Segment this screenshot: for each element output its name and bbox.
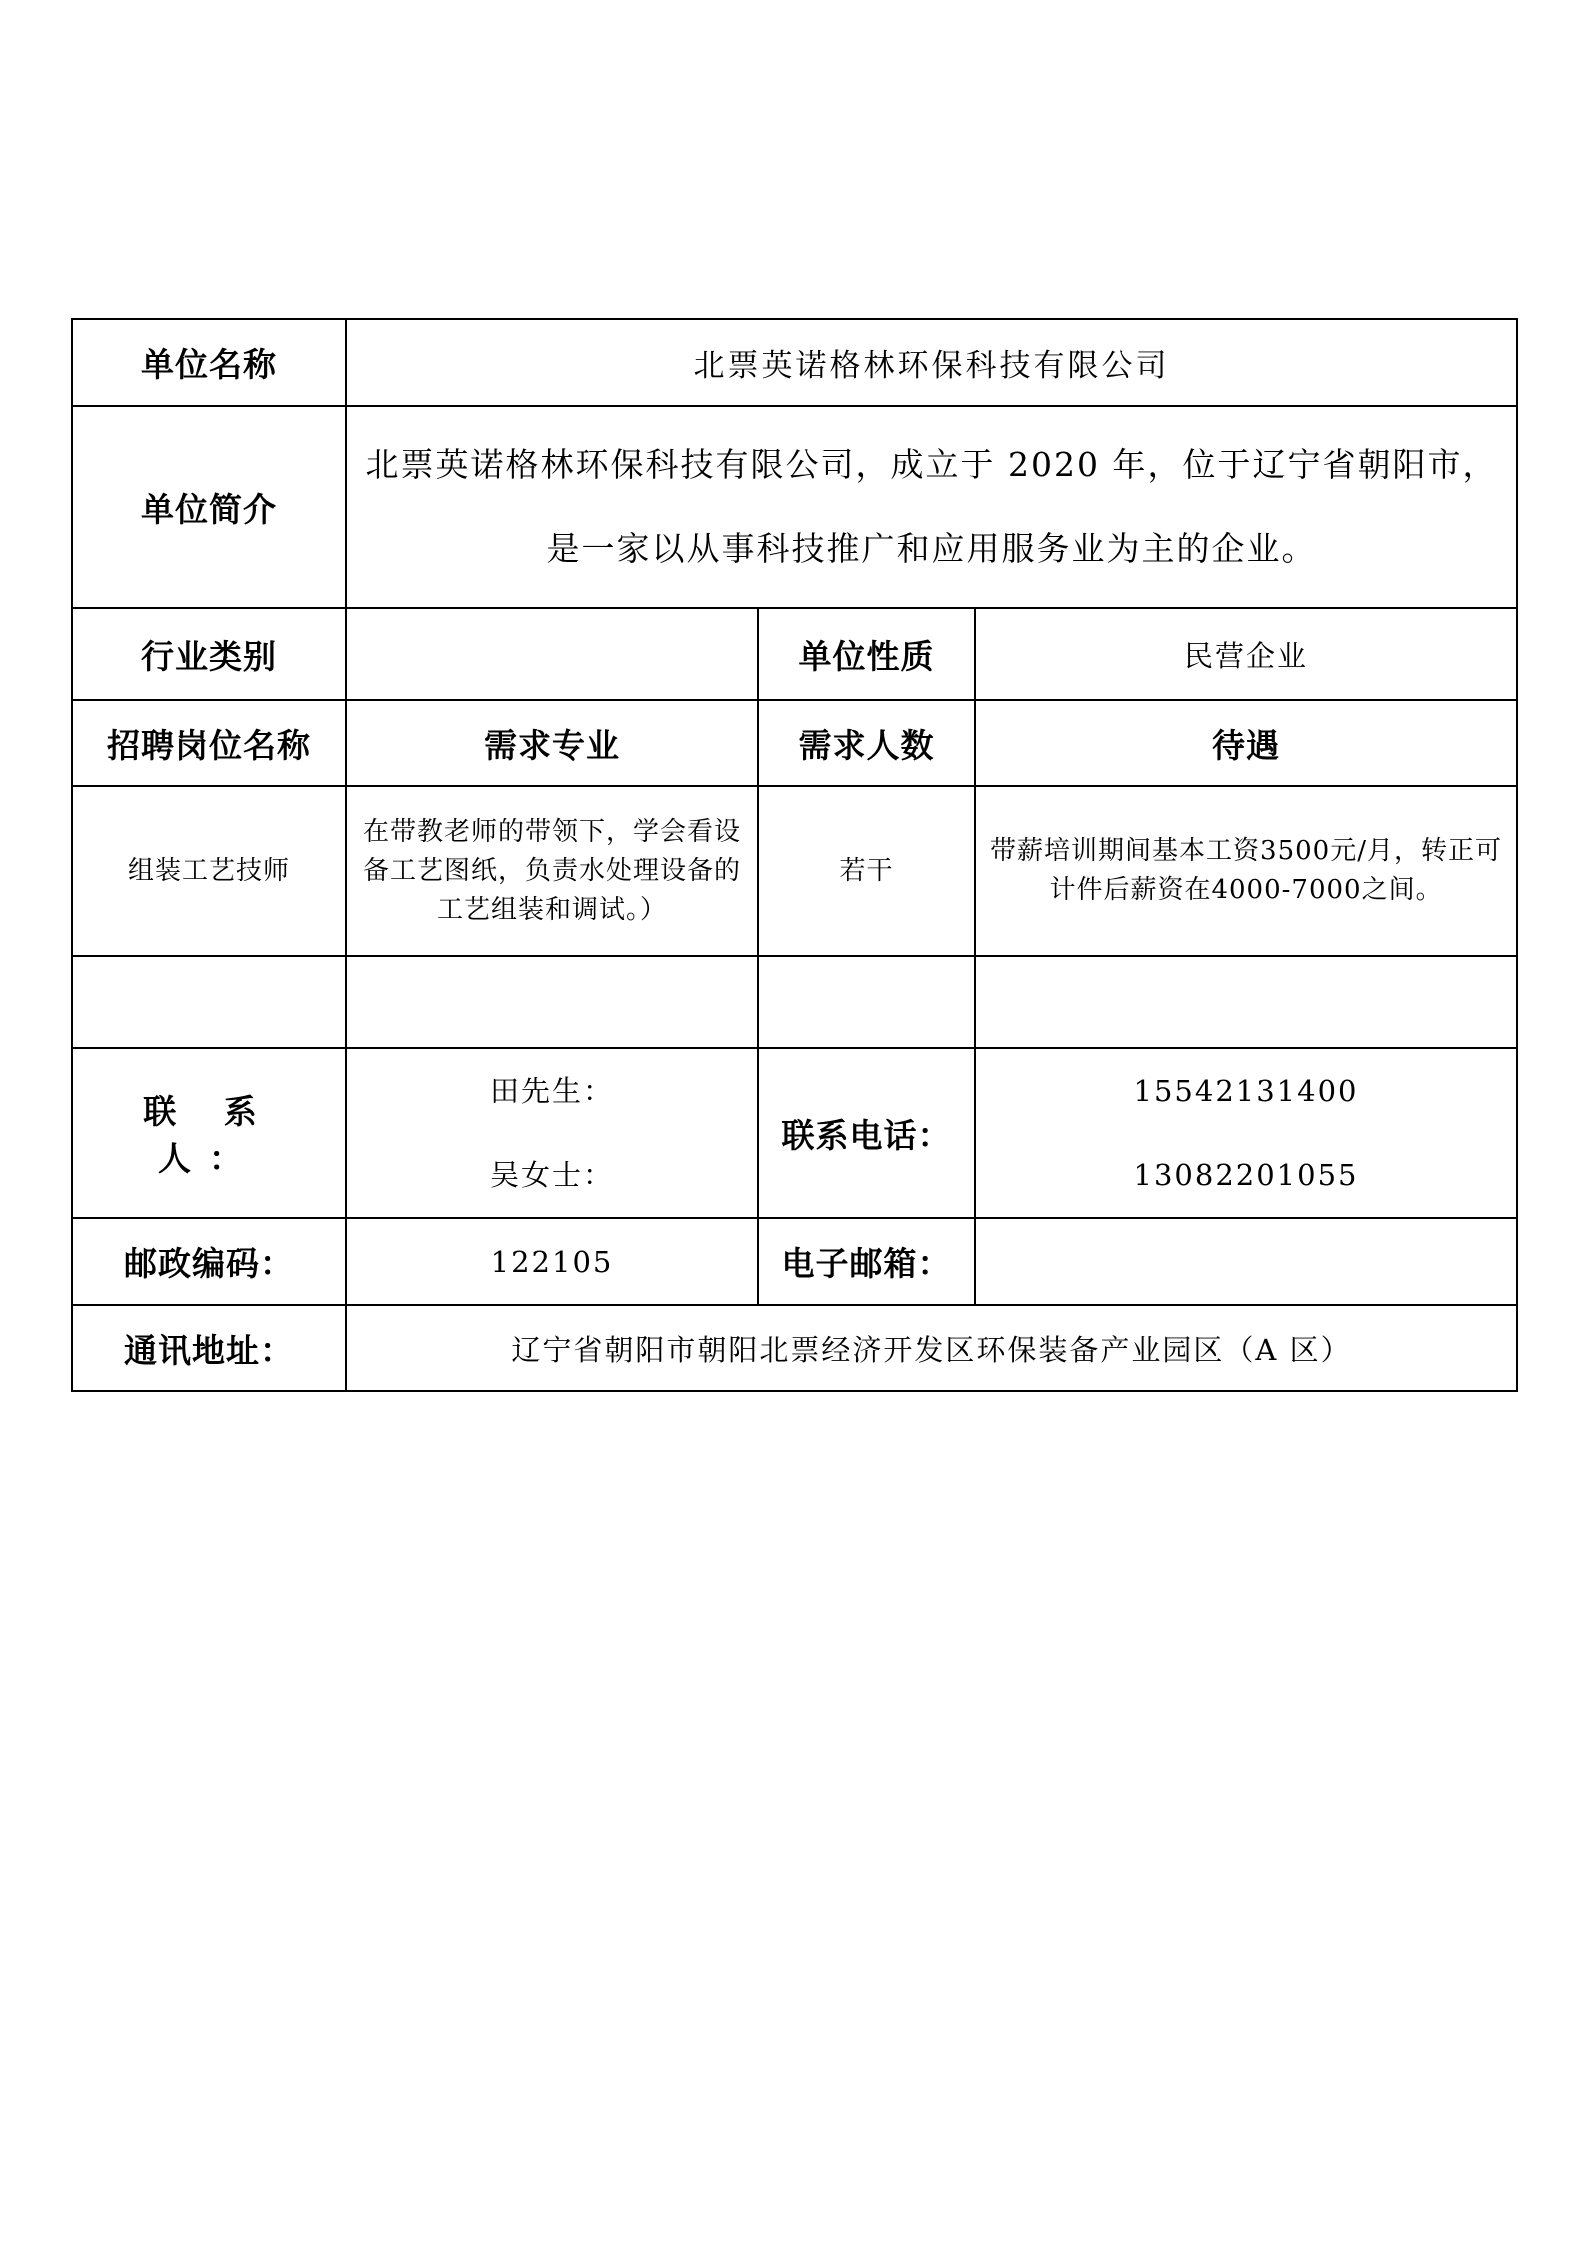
position-major bbox=[346, 956, 758, 1048]
position-name: 组装工艺技师 bbox=[72, 786, 346, 956]
contact-persons bbox=[346, 1048, 758, 1218]
position-treatment: 带薪培训期间基本工资3500元/月，转正可计件后薪资在4000-7000之间。 bbox=[975, 786, 1517, 956]
position-row bbox=[72, 786, 1517, 956]
address-row bbox=[72, 1305, 1517, 1391]
contact-phones bbox=[975, 1048, 1517, 1218]
position-name bbox=[72, 956, 346, 1048]
postal-code-value: 122105 bbox=[346, 1218, 758, 1305]
position-count: 若干 bbox=[758, 786, 975, 956]
company-intro-label: 单位简介 bbox=[72, 406, 346, 608]
company-nature-label: 单位性质 bbox=[758, 608, 975, 700]
recruitment-form-table bbox=[71, 318, 1518, 1392]
contact-person-2: 吴女士： bbox=[489, 1158, 614, 1192]
address-label: 通讯地址： bbox=[72, 1305, 346, 1391]
industry-label: 行业类别 bbox=[72, 608, 346, 700]
major-header: 需求专业 bbox=[346, 700, 758, 786]
recruit-header-row bbox=[72, 700, 1517, 786]
postal-code-label: 邮政编码： bbox=[72, 1218, 346, 1305]
contact-phone-1: 15542131400 bbox=[1133, 1074, 1359, 1108]
industry-row bbox=[72, 608, 1517, 700]
treatment-header: 待遇 bbox=[975, 700, 1517, 786]
address-value: 辽宁省朝阳市朝阳北票经济开发区环保装备产业园区（A 区） bbox=[346, 1305, 1517, 1391]
headcount-header: 需求人数 bbox=[758, 700, 975, 786]
company-intro-row bbox=[72, 406, 1517, 608]
position-name-header: 招聘岗位名称 bbox=[72, 700, 346, 786]
industry-value bbox=[346, 608, 758, 700]
email-label: 电子邮箱： bbox=[758, 1218, 975, 1305]
company-name-label: 单位名称 bbox=[72, 319, 346, 406]
company-name-value: 北票英诺格林环保科技有限公司 bbox=[346, 319, 1517, 406]
contact-person-label: 联 系 人： bbox=[72, 1048, 346, 1218]
email-value bbox=[975, 1218, 1517, 1305]
contact-phone-label: 联系电话： bbox=[758, 1048, 975, 1218]
contact-phone-2: 13082201055 bbox=[1133, 1158, 1359, 1192]
contact-person-1: 田先生： bbox=[489, 1074, 614, 1108]
postal-row bbox=[72, 1218, 1517, 1305]
position-treatment bbox=[975, 956, 1517, 1048]
company-name-row bbox=[72, 319, 1517, 406]
position-row-empty bbox=[72, 956, 1517, 1048]
position-major: 在带教老师的带领下，学会看设备工艺图纸，负责水处理设备的工艺组装和调试。） bbox=[346, 786, 758, 956]
contact-row bbox=[72, 1048, 1517, 1218]
company-intro-text: 北票英诺格林环保科技有限公司，成立于 2020 年，位于辽宁省朝阳市，是一家以从事科技推广和应用服务业为主的企业。 bbox=[346, 406, 1517, 608]
position-count bbox=[758, 956, 975, 1048]
company-nature-value: 民营企业 bbox=[975, 608, 1517, 700]
